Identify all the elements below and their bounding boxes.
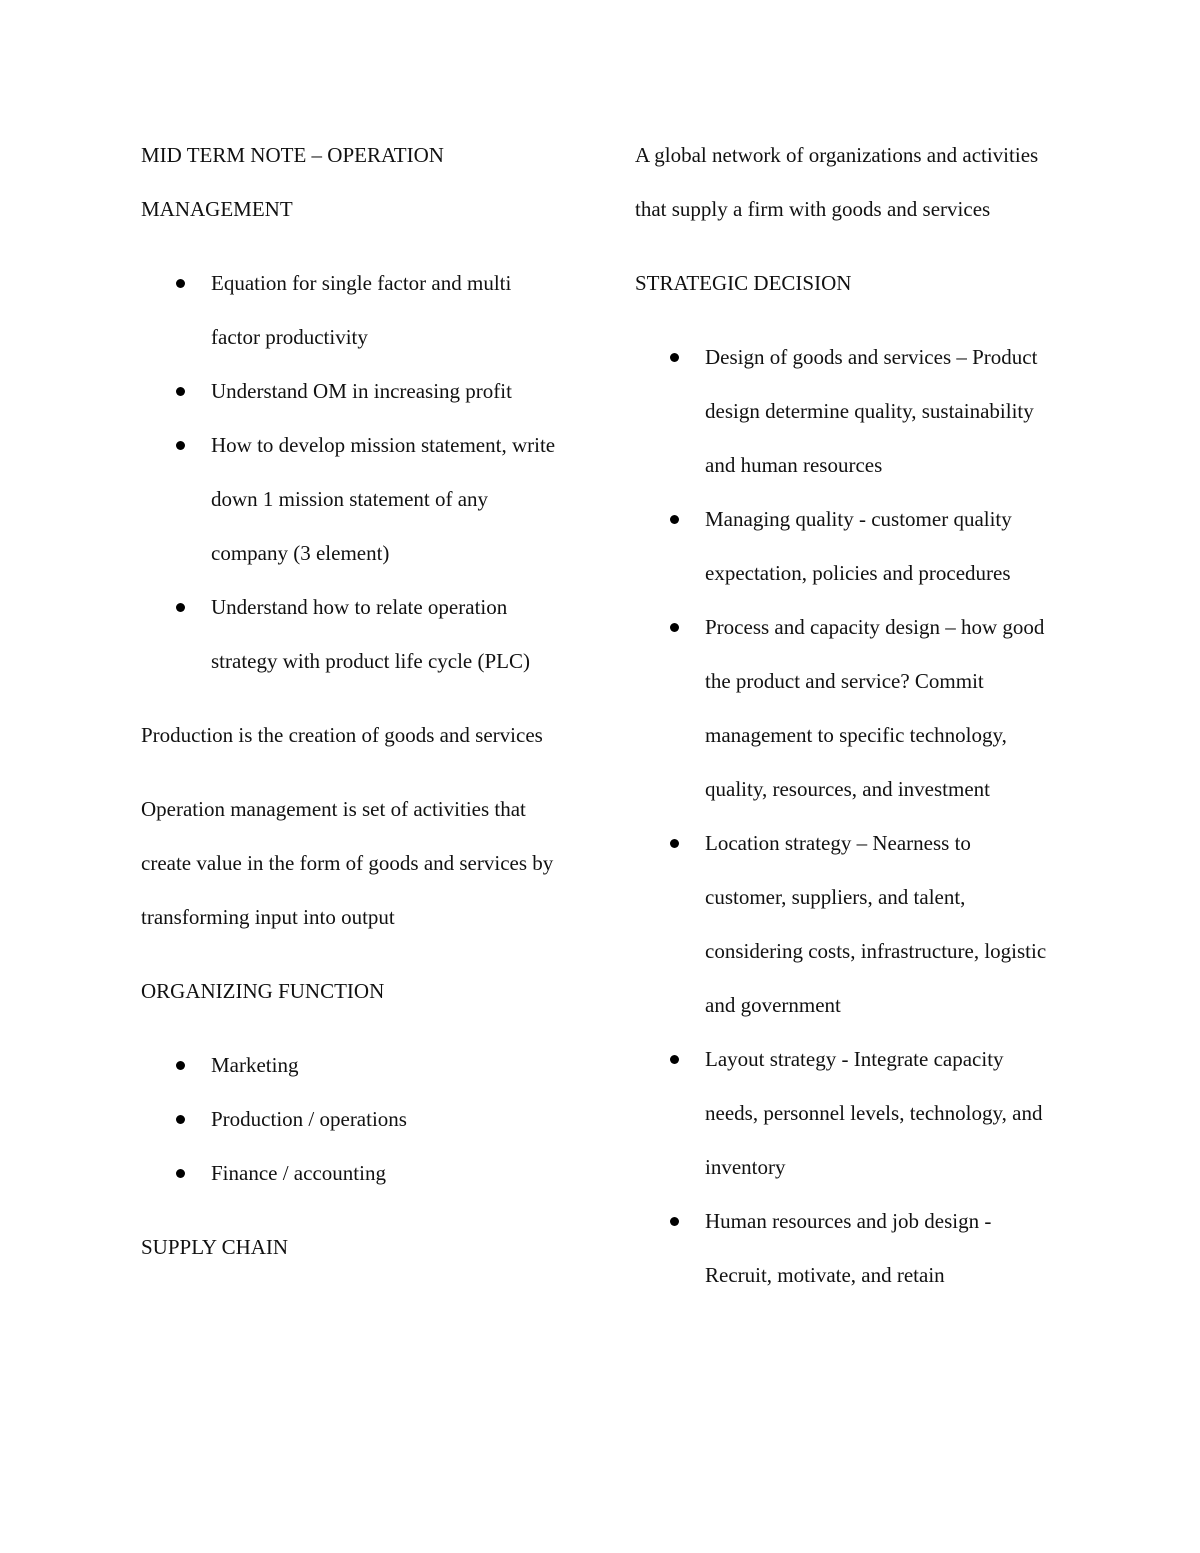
- bullet-icon: [176, 603, 185, 612]
- list-item: [141, 1092, 561, 1146]
- list-item-text: Understand how to relate operation strategy with product life cycle (PLC): [211, 595, 530, 673]
- list-item-text: Marketing: [211, 1053, 299, 1077]
- bullet-icon: [670, 515, 679, 524]
- bullet-icon: [176, 1061, 185, 1070]
- bullet-icon: [176, 1115, 185, 1124]
- list-item: [141, 418, 561, 580]
- list-item: [635, 1194, 1055, 1302]
- list-item: [141, 256, 561, 364]
- strategic-decision-list: [635, 330, 1055, 1302]
- list-item: [141, 364, 561, 418]
- objectives-list: [141, 256, 561, 688]
- list-item-text: How to develop mission statement, write down 1 mission statement of any company (3 element): [211, 433, 556, 565]
- list-item-text: Managing quality - customer quality expectation, policies and procedures: [705, 507, 1012, 585]
- supply-chain-heading: SUPPLY CHAIN: [141, 1235, 289, 1259]
- list-item-text: Understand OM in increasing profit: [211, 379, 512, 403]
- organizing-function-list: [141, 1038, 561, 1200]
- list-item-text: Equation for single factor and multi factor productivity: [211, 271, 512, 349]
- bullet-icon: [176, 279, 185, 288]
- bullet-icon: [176, 1169, 185, 1178]
- list-item: [635, 1032, 1055, 1194]
- list-item: [141, 580, 561, 688]
- bullet-icon: [670, 1217, 679, 1226]
- left-column: [141, 128, 561, 1294]
- list-item-text: Production / operations: [211, 1107, 407, 1131]
- right-column: [635, 128, 1055, 1322]
- bullet-icon: [670, 623, 679, 632]
- bullet-icon: [176, 387, 185, 396]
- list-item: [141, 1146, 561, 1200]
- list-item: [141, 1038, 561, 1092]
- strategic-decision-heading: STRATEGIC DECISION: [635, 271, 852, 295]
- list-item-text: Design of goods and services – Product design determine quality, sustainability and human resources: [705, 345, 1038, 477]
- list-item: [635, 600, 1055, 816]
- organizing-function-heading: ORGANIZING FUNCTION: [141, 979, 385, 1003]
- list-item-text: Layout strategy - Integrate capacity needs, personnel levels, technology, and inventory: [705, 1047, 1043, 1179]
- supply-chain-definition: A global network of organizations and activities that supply a firm with goods and services: [635, 143, 1039, 221]
- list-item: [635, 816, 1055, 1032]
- list-item: [635, 492, 1055, 600]
- list-item-text: Location strategy – Nearness to customer, suppliers, and talent, considering costs, infrastructure, logistic and government: [705, 831, 1047, 1017]
- operation-management-definition: Operation management is set of activities that create value in the form of goods and services by transforming input into output: [141, 797, 554, 929]
- bullet-icon: [176, 441, 185, 450]
- list-item: [635, 330, 1055, 492]
- document-title: MID TERM NOTE – OPERATION MANAGEMENT: [141, 143, 444, 221]
- list-item-text: Process and capacity design – how good the product and service? Commit management to specific technology, quality, resources, and investment: [705, 615, 1045, 801]
- list-item-text: Human resources and job design - Recruit, motivate, and retain: [705, 1209, 992, 1287]
- production-definition: Production is the creation of goods and services: [141, 723, 543, 747]
- bullet-icon: [670, 839, 679, 848]
- bullet-icon: [670, 1055, 679, 1064]
- bullet-icon: [670, 353, 679, 362]
- list-item-text: Finance / accounting: [211, 1161, 386, 1185]
